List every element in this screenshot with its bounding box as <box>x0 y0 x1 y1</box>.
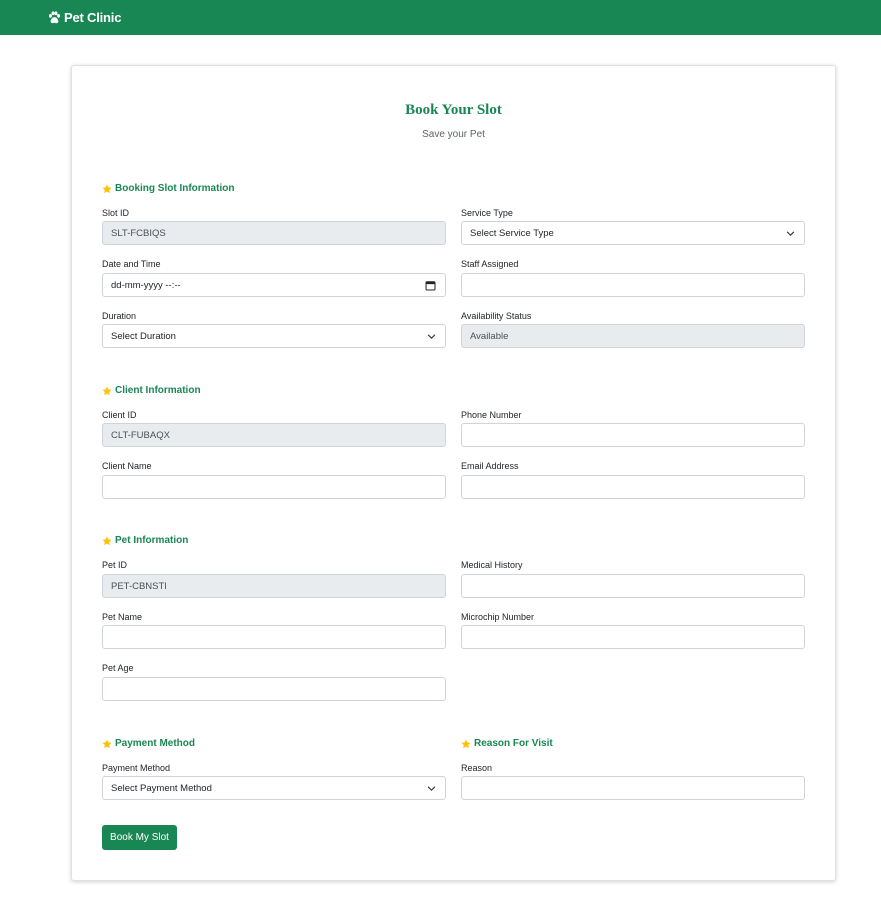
service-type-select[interactable] <box>461 221 805 245</box>
payment-method-value: Select Payment Method <box>111 782 212 794</box>
duration-label: Duration <box>102 311 137 321</box>
medical-history-label: Medical History <box>461 560 523 570</box>
phone-number-input[interactable] <box>461 423 805 447</box>
book-my-slot-button[interactable]: Book My Slot <box>102 825 177 850</box>
payment-method-select[interactable] <box>102 776 446 800</box>
medical-history-input[interactable] <box>461 574 805 598</box>
paw-icon <box>48 11 61 24</box>
booking-card <box>71 65 836 881</box>
form-subtitle: Save your Pet <box>422 129 485 140</box>
reason-input[interactable] <box>461 776 805 800</box>
section-reason <box>461 738 553 749</box>
form-title: Book Your Slot <box>405 102 502 118</box>
email-address-input[interactable] <box>461 475 805 499</box>
chevron-down-icon <box>427 784 436 793</box>
service-type-label: Service Type <box>461 208 513 218</box>
section-reason-title: Reason For Visit <box>474 738 553 749</box>
staff-assigned-label: Staff Assigned <box>461 259 519 269</box>
client-name-input[interactable] <box>102 475 446 499</box>
star-icon <box>102 386 112 396</box>
date-time-value: dd-mm-yyyy --:-- <box>111 279 181 291</box>
chevron-down-icon <box>786 229 795 238</box>
section-pet-title: Pet Information <box>115 535 189 546</box>
availability-status-field[interactable] <box>461 324 805 348</box>
reason-label: Reason <box>461 763 493 773</box>
section-booking <box>102 183 234 194</box>
section-client-title: Client Information <box>115 385 201 396</box>
pet-id-field[interactable] <box>102 574 446 598</box>
section-client <box>102 385 201 396</box>
duration-value: Select Duration <box>111 330 176 342</box>
brand-link[interactable] <box>48 10 121 25</box>
payment-method-label: Payment Method <box>102 763 171 773</box>
availability-status-value: Available <box>470 330 509 342</box>
slot-id-field[interactable] <box>102 221 446 245</box>
pet-id-label: Pet ID <box>102 560 128 570</box>
pet-name-label: Pet Name <box>102 612 143 622</box>
client-name-label: Client Name <box>102 461 152 471</box>
section-payment <box>102 738 195 749</box>
service-type-value: Select Service Type <box>470 227 554 239</box>
navbar <box>0 0 881 35</box>
calendar-icon[interactable] <box>425 280 436 291</box>
client-id-value: CLT-FUBAQX <box>111 429 170 441</box>
pet-id-value: PET-CBNSTI <box>111 580 167 592</box>
date-time-input[interactable] <box>102 273 446 297</box>
chevron-down-icon <box>427 332 436 341</box>
section-booking-title: Booking Slot Information <box>115 183 235 194</box>
duration-select[interactable] <box>102 324 446 348</box>
star-icon <box>102 184 112 194</box>
section-payment-title: Payment Method <box>115 738 196 749</box>
pet-age-input[interactable] <box>102 677 446 701</box>
brand-name: Pet Clinic <box>64 10 122 25</box>
microchip-number-input[interactable] <box>461 625 805 649</box>
client-id-label: Client ID <box>102 410 137 420</box>
star-icon <box>102 739 112 749</box>
star-icon <box>102 536 112 546</box>
staff-assigned-input[interactable] <box>461 273 805 297</box>
date-time-label: Date and Time <box>102 259 161 269</box>
phone-number-label: Phone Number <box>461 410 522 420</box>
star-icon <box>461 739 471 749</box>
client-id-field[interactable] <box>102 423 446 447</box>
slot-id-value: SLT-FCBIQS <box>111 227 166 239</box>
microchip-number-label: Microchip Number <box>461 612 535 622</box>
section-pet <box>102 535 188 546</box>
pet-age-label: Pet Age <box>102 663 134 673</box>
email-address-label: Email Address <box>461 461 519 471</box>
slot-id-label: Slot ID <box>102 208 130 218</box>
pet-name-input[interactable] <box>102 625 446 649</box>
availability-status-label: Availability Status <box>461 311 532 321</box>
